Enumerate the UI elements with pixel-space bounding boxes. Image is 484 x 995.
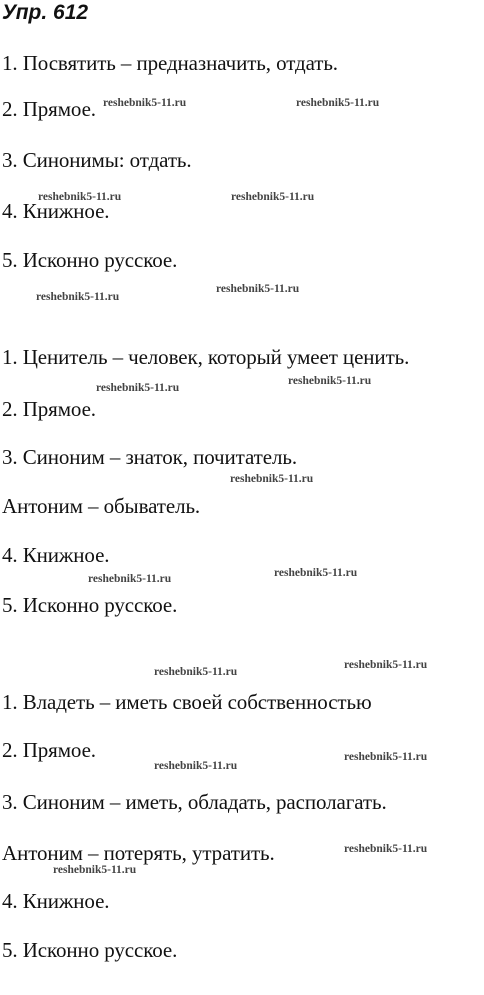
watermark: reshebnik5-11.ru bbox=[288, 375, 372, 387]
text-line: 2. Прямое. bbox=[2, 97, 96, 121]
text-line: 3. Синоним – знаток, почитатель. bbox=[2, 445, 297, 469]
text-line: 5. Исконно русское. bbox=[2, 593, 178, 617]
watermark: reshebnik5-11.ru bbox=[216, 283, 300, 295]
text-line: 4. Книжное. bbox=[2, 889, 110, 913]
watermark: reshebnik5-11.ru bbox=[154, 666, 238, 678]
exercise-title: Упр. 612 bbox=[2, 1, 89, 24]
watermark: reshebnik5-11.ru bbox=[154, 760, 238, 772]
watermark: reshebnik5-11.ru bbox=[53, 864, 137, 876]
watermark: reshebnik5-11.ru bbox=[96, 382, 180, 394]
text-line: Антоним – обыватель. bbox=[2, 494, 201, 518]
watermark: reshebnik5-11.ru bbox=[274, 567, 358, 579]
watermark: reshebnik5-11.ru bbox=[344, 659, 428, 671]
text-line: 1. Владеть – иметь своей собственностью bbox=[2, 690, 372, 714]
watermark: reshebnik5-11.ru bbox=[344, 843, 428, 855]
text-line: 4. Книжное. bbox=[2, 199, 110, 223]
watermark: reshebnik5-11.ru bbox=[36, 291, 120, 303]
watermark: reshebnik5-11.ru bbox=[296, 97, 380, 109]
watermark: reshebnik5-11.ru bbox=[38, 191, 122, 203]
watermark: reshebnik5-11.ru bbox=[88, 573, 172, 585]
text-line: 5. Исконно русское. bbox=[2, 938, 178, 962]
watermark: reshebnik5-11.ru bbox=[230, 473, 314, 485]
text-line: 1. Посвятить – предназначить, отдать. bbox=[2, 51, 338, 75]
text-line: 3. Синонимы: отдать. bbox=[2, 148, 192, 172]
text-line: 4. Книжное. bbox=[2, 543, 110, 567]
text-line: 5. Исконно русское. bbox=[2, 248, 178, 272]
text-line: 2. Прямое. bbox=[2, 738, 96, 762]
text-line: 3. Синоним – иметь, обладать, располагать. bbox=[2, 790, 387, 814]
text-line: 1. Ценитель – человек, который умеет ценить. bbox=[2, 345, 410, 369]
watermark: reshebnik5-11.ru bbox=[344, 751, 428, 763]
text-line: Антоним – потерять, утратить. bbox=[2, 841, 275, 865]
watermark: reshebnik5-11.ru bbox=[103, 97, 187, 109]
text-line: 2. Прямое. bbox=[2, 397, 96, 421]
watermark: reshebnik5-11.ru bbox=[231, 191, 315, 203]
